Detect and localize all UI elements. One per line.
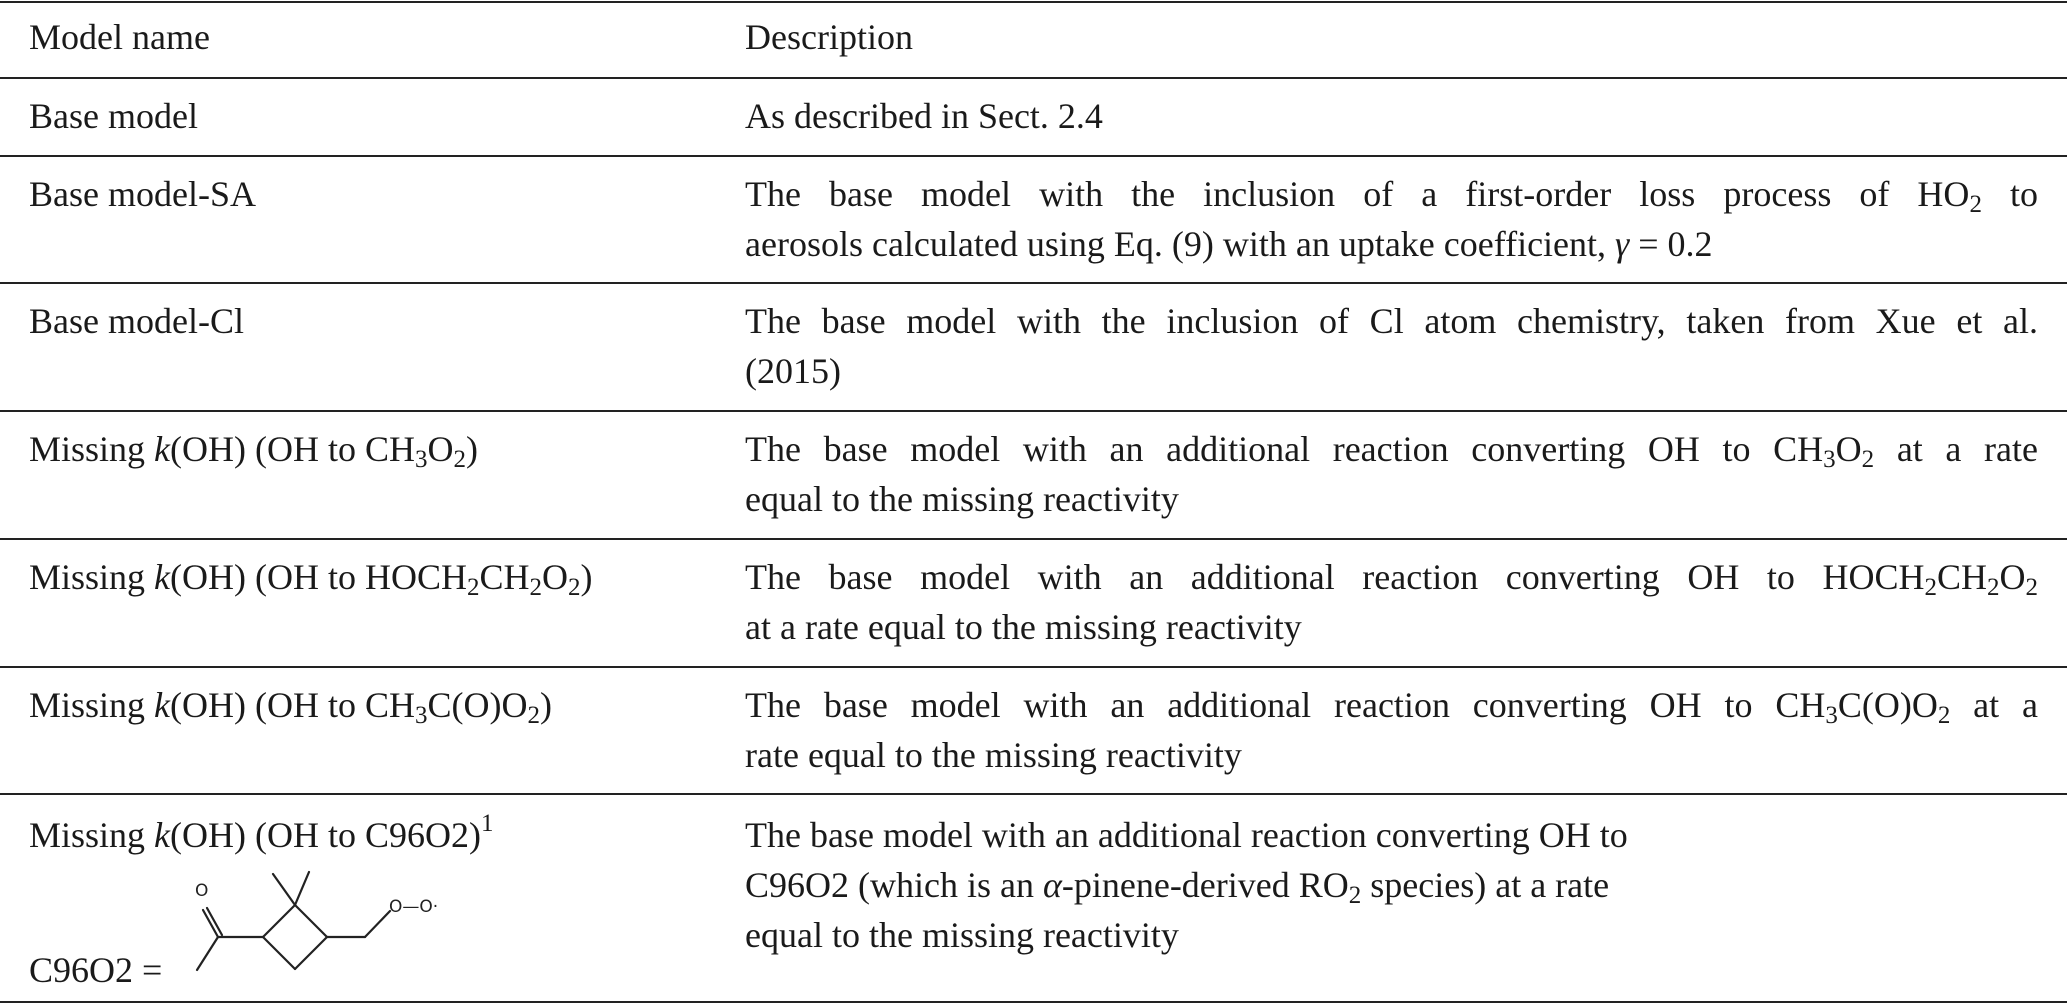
description-line: aerosols calculated using Eq. (9) with an uptake coefficient, γ = 0.2 xyxy=(745,224,1713,264)
structure-bond xyxy=(365,911,390,937)
row-description xyxy=(745,680,2038,780)
table-top-rule xyxy=(0,1,2067,3)
row-divider xyxy=(0,538,2067,540)
structure-bond xyxy=(273,874,295,905)
description-line: The base model with an additional reaction converting OH to $CH_3C(O)O_2$ at a xyxy=(745,685,2039,729)
description-line: The base model with an additional reaction converting OH to $CH_3O_2$ at a rate xyxy=(745,429,2039,473)
row-description xyxy=(745,296,2038,396)
structure-bond xyxy=(263,905,295,937)
formula-label: C96O2 = xyxy=(29,950,163,990)
table-bottom-rule xyxy=(0,1001,2067,1003)
row-model-name: Missing k(OH) (OH to $CH_3O_2$) xyxy=(29,429,478,473)
row-description xyxy=(745,810,2038,960)
column-header-model-name: Model name xyxy=(29,17,210,57)
structure-bond xyxy=(295,937,327,969)
carbonyl-oxygen-label: O xyxy=(195,881,209,901)
row-description xyxy=(745,424,2038,524)
row-divider xyxy=(0,410,2067,412)
row-divider xyxy=(0,282,2067,284)
description-line: C96O2 (which is an α-pinene-derived $RO_2$ species) at a rate xyxy=(745,865,1610,909)
row-description xyxy=(745,169,2038,269)
description-line: (2015) xyxy=(745,351,841,391)
c96o2-structure-diagram xyxy=(185,862,475,997)
row-model-name: Base model xyxy=(29,96,198,136)
description-line: equal to the missing reactivity xyxy=(745,915,1179,955)
description-line: equal to the missing reactivity xyxy=(745,479,1179,519)
description-line: at a rate equal to the missing reactivity xyxy=(745,607,1302,647)
footnote-marker: 1 xyxy=(481,810,494,837)
description-line: The base model with an additional reaction converting OH to xyxy=(745,815,1628,855)
description-line: The base model with the inclusion of a first-order loss process of $HO_2$ to xyxy=(745,174,2038,218)
structure-bond xyxy=(295,872,309,905)
description-line: rate equal to the missing reactivity xyxy=(745,735,1242,775)
row-divider xyxy=(0,155,2067,157)
structure-bond xyxy=(263,937,295,969)
structure-bond xyxy=(295,905,327,937)
column-header-description: Description xyxy=(745,17,913,57)
row-model-name: Missing k(OH) (OH to C96O2)$^1$ xyxy=(29,810,494,855)
description-line: The base model with the inclusion of Cl atom chemistry, taken from Xue et al. xyxy=(745,301,2038,341)
row-divider xyxy=(0,666,2067,668)
row-description xyxy=(745,91,2038,141)
row-divider xyxy=(0,793,2067,795)
row-model-name: Missing k(OH) (OH to $CH_3C(O)O_2$) xyxy=(29,685,552,729)
row-model-name: Base model-SA xyxy=(29,174,256,214)
row-description xyxy=(745,552,2038,652)
row-model-name: Base model-Cl xyxy=(29,301,244,341)
peroxy-group-label: O—O· xyxy=(389,897,439,917)
description-line: The base model with an additional reaction converting OH to $HOCH_2CH_2O_2$ xyxy=(745,557,2038,601)
row-model-name: Missing k(OH) (OH to $HOCH_2CH_2O_2$) xyxy=(29,557,593,601)
structure-bond xyxy=(197,937,218,970)
header-rule xyxy=(0,77,2067,79)
description-line: As described in Sect. 2.4 xyxy=(745,96,1103,136)
